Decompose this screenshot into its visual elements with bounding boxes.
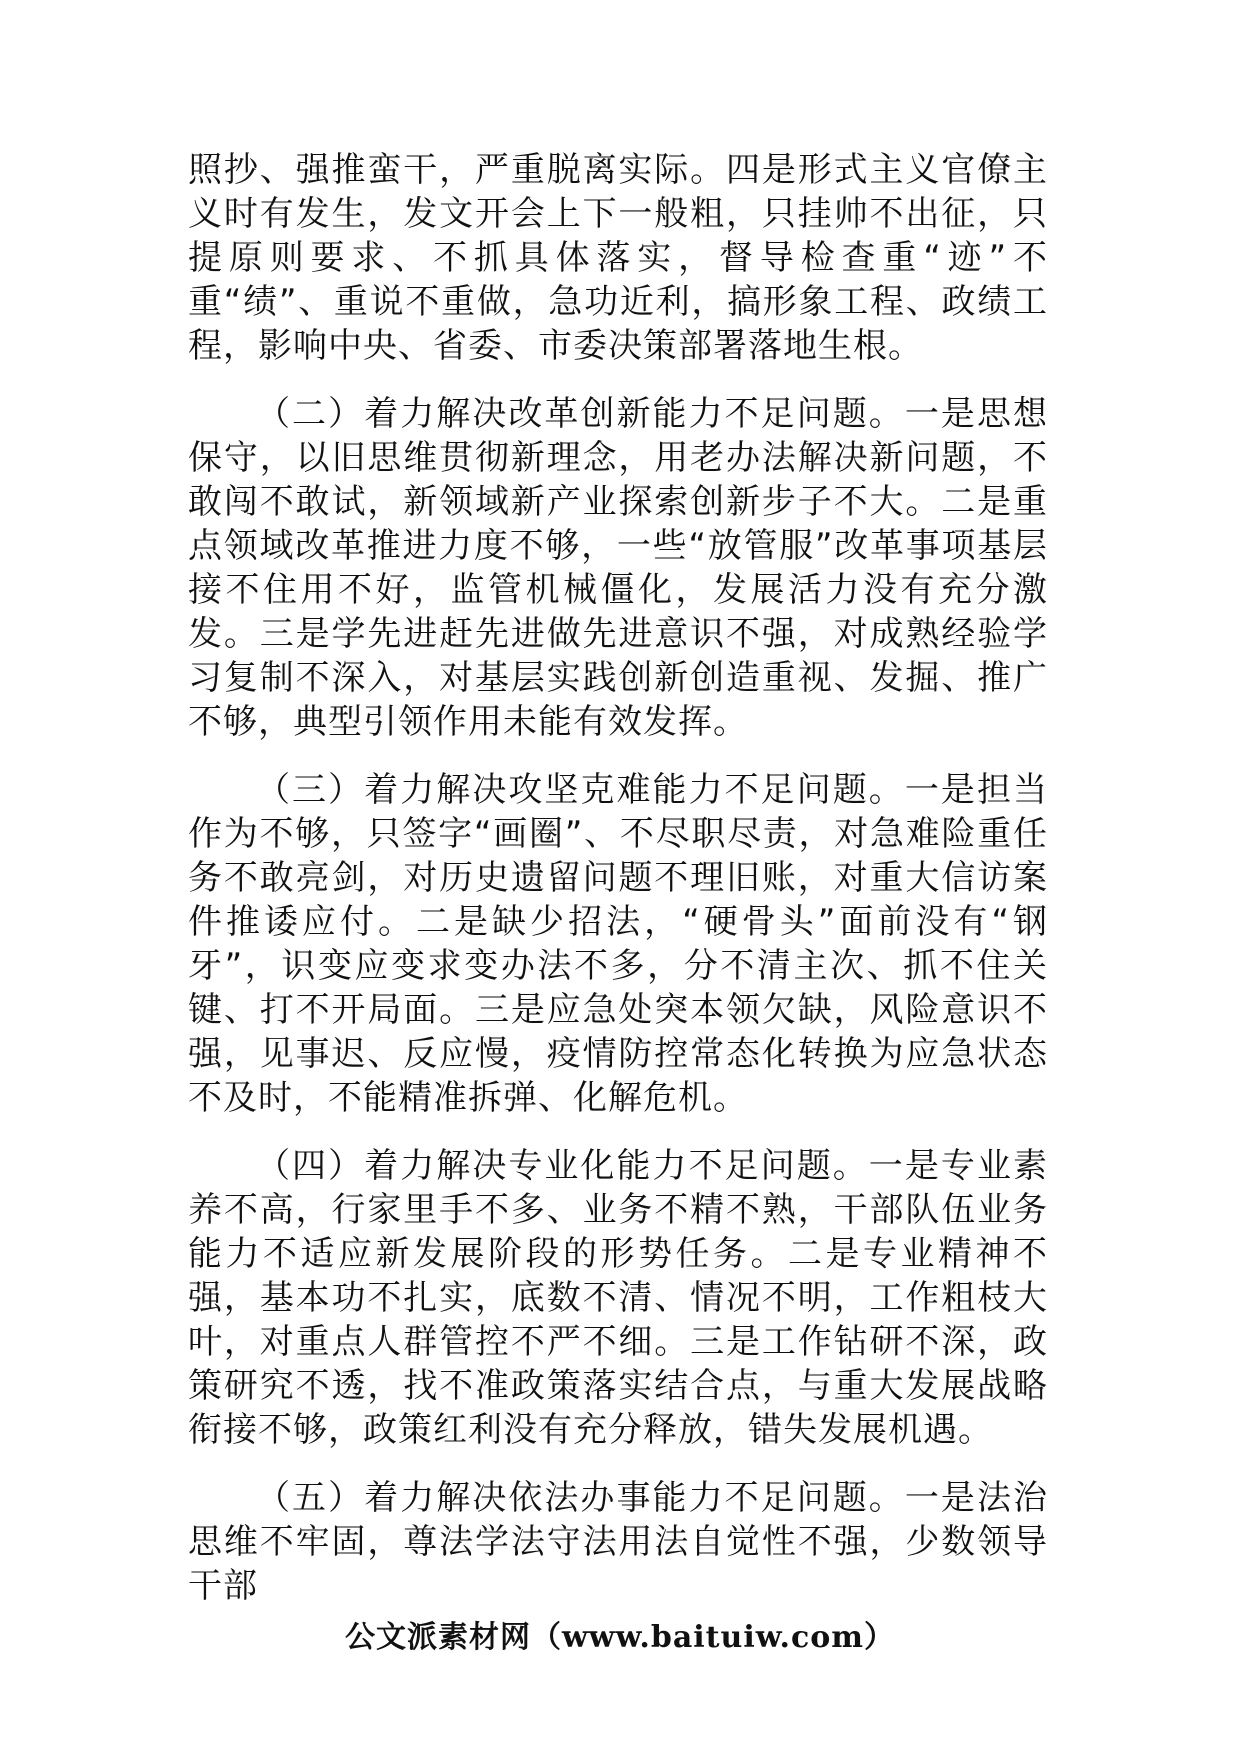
document-body [188, 148, 1048, 1632]
footer-source-label: 公文派素材网（www.baituiw.com） [344, 1620, 896, 1655]
paragraph-continuation: 照抄、强推蛮干，严重脱离实际。四是形式主义官僚主义时有发生，发文开会上下一般粗，只挂帅不出征，只提原则要求、不抓具体落实，督导检查重“迹”不重“绩”、重说不重做，急功近利，搞形象工程、政绩工程，影响中央、省委、市委决策部署落地生根。 [188, 150, 1048, 366]
paragraph-reform-innovation: （二）着力解决改革创新能力不足问题。一是思想保守，以旧思维贯彻新理念，用老办法解决新问题，不敢闯不敢试，新领域新产业探索创新步子不大。二是重点领域改革推进力度不够，一些“放管服”改革事项基层接不住用不好，监管机械僵化，发展活力没有充分激发。三是学先进赶先进做先进意识不强，对成熟经验学习复制不深入，对基层实践创新创造重视、发掘、推广不够，典型引领作用未能有效发挥。 [188, 394, 1048, 742]
paragraph-tackling-difficulties: （三）着力解决攻坚克难能力不足问题。一是担当作为不够，只签字“画圈”、不尽职尽责，对急难险重任务不敢亮剑，对历史遗留问题不理旧账，对重大信访案件推诿应付。二是缺少招法，“硬骨头”面前没有“钢牙”，识变应变求变办法不多，分不清主次、抓不住关键、打不开局面。三是应急处突本领欠缺，风险意识不强，见事迟、反应慢，疫情防控常态化转换为应急状态不及时，不能精准拆弹、化解危机。 [188, 770, 1048, 1118]
paragraph-rule-of-law: （五）着力解决依法办事能力不足问题。一是法治思维不牢固，尊法学法守法用法自觉性不强，少数领导干部 [188, 1478, 1048, 1606]
paragraph-professional-capability: （四）着力解决专业化能力不足问题。一是专业素养不高，行家里手不多、业务不精不熟，干部队伍业务能力不适应新发展阶段的形势任务。二是专业精神不强，基本功不扎实，底数不清、情况不明，工作粗枝大叶，对重点人群管控不严不细。三是工作钻研不深，政策研究不透，找不准政策落实结合点，与重大发展战略衔接不够，政策红利没有充分释放，错失发展机遇。 [188, 1146, 1048, 1450]
